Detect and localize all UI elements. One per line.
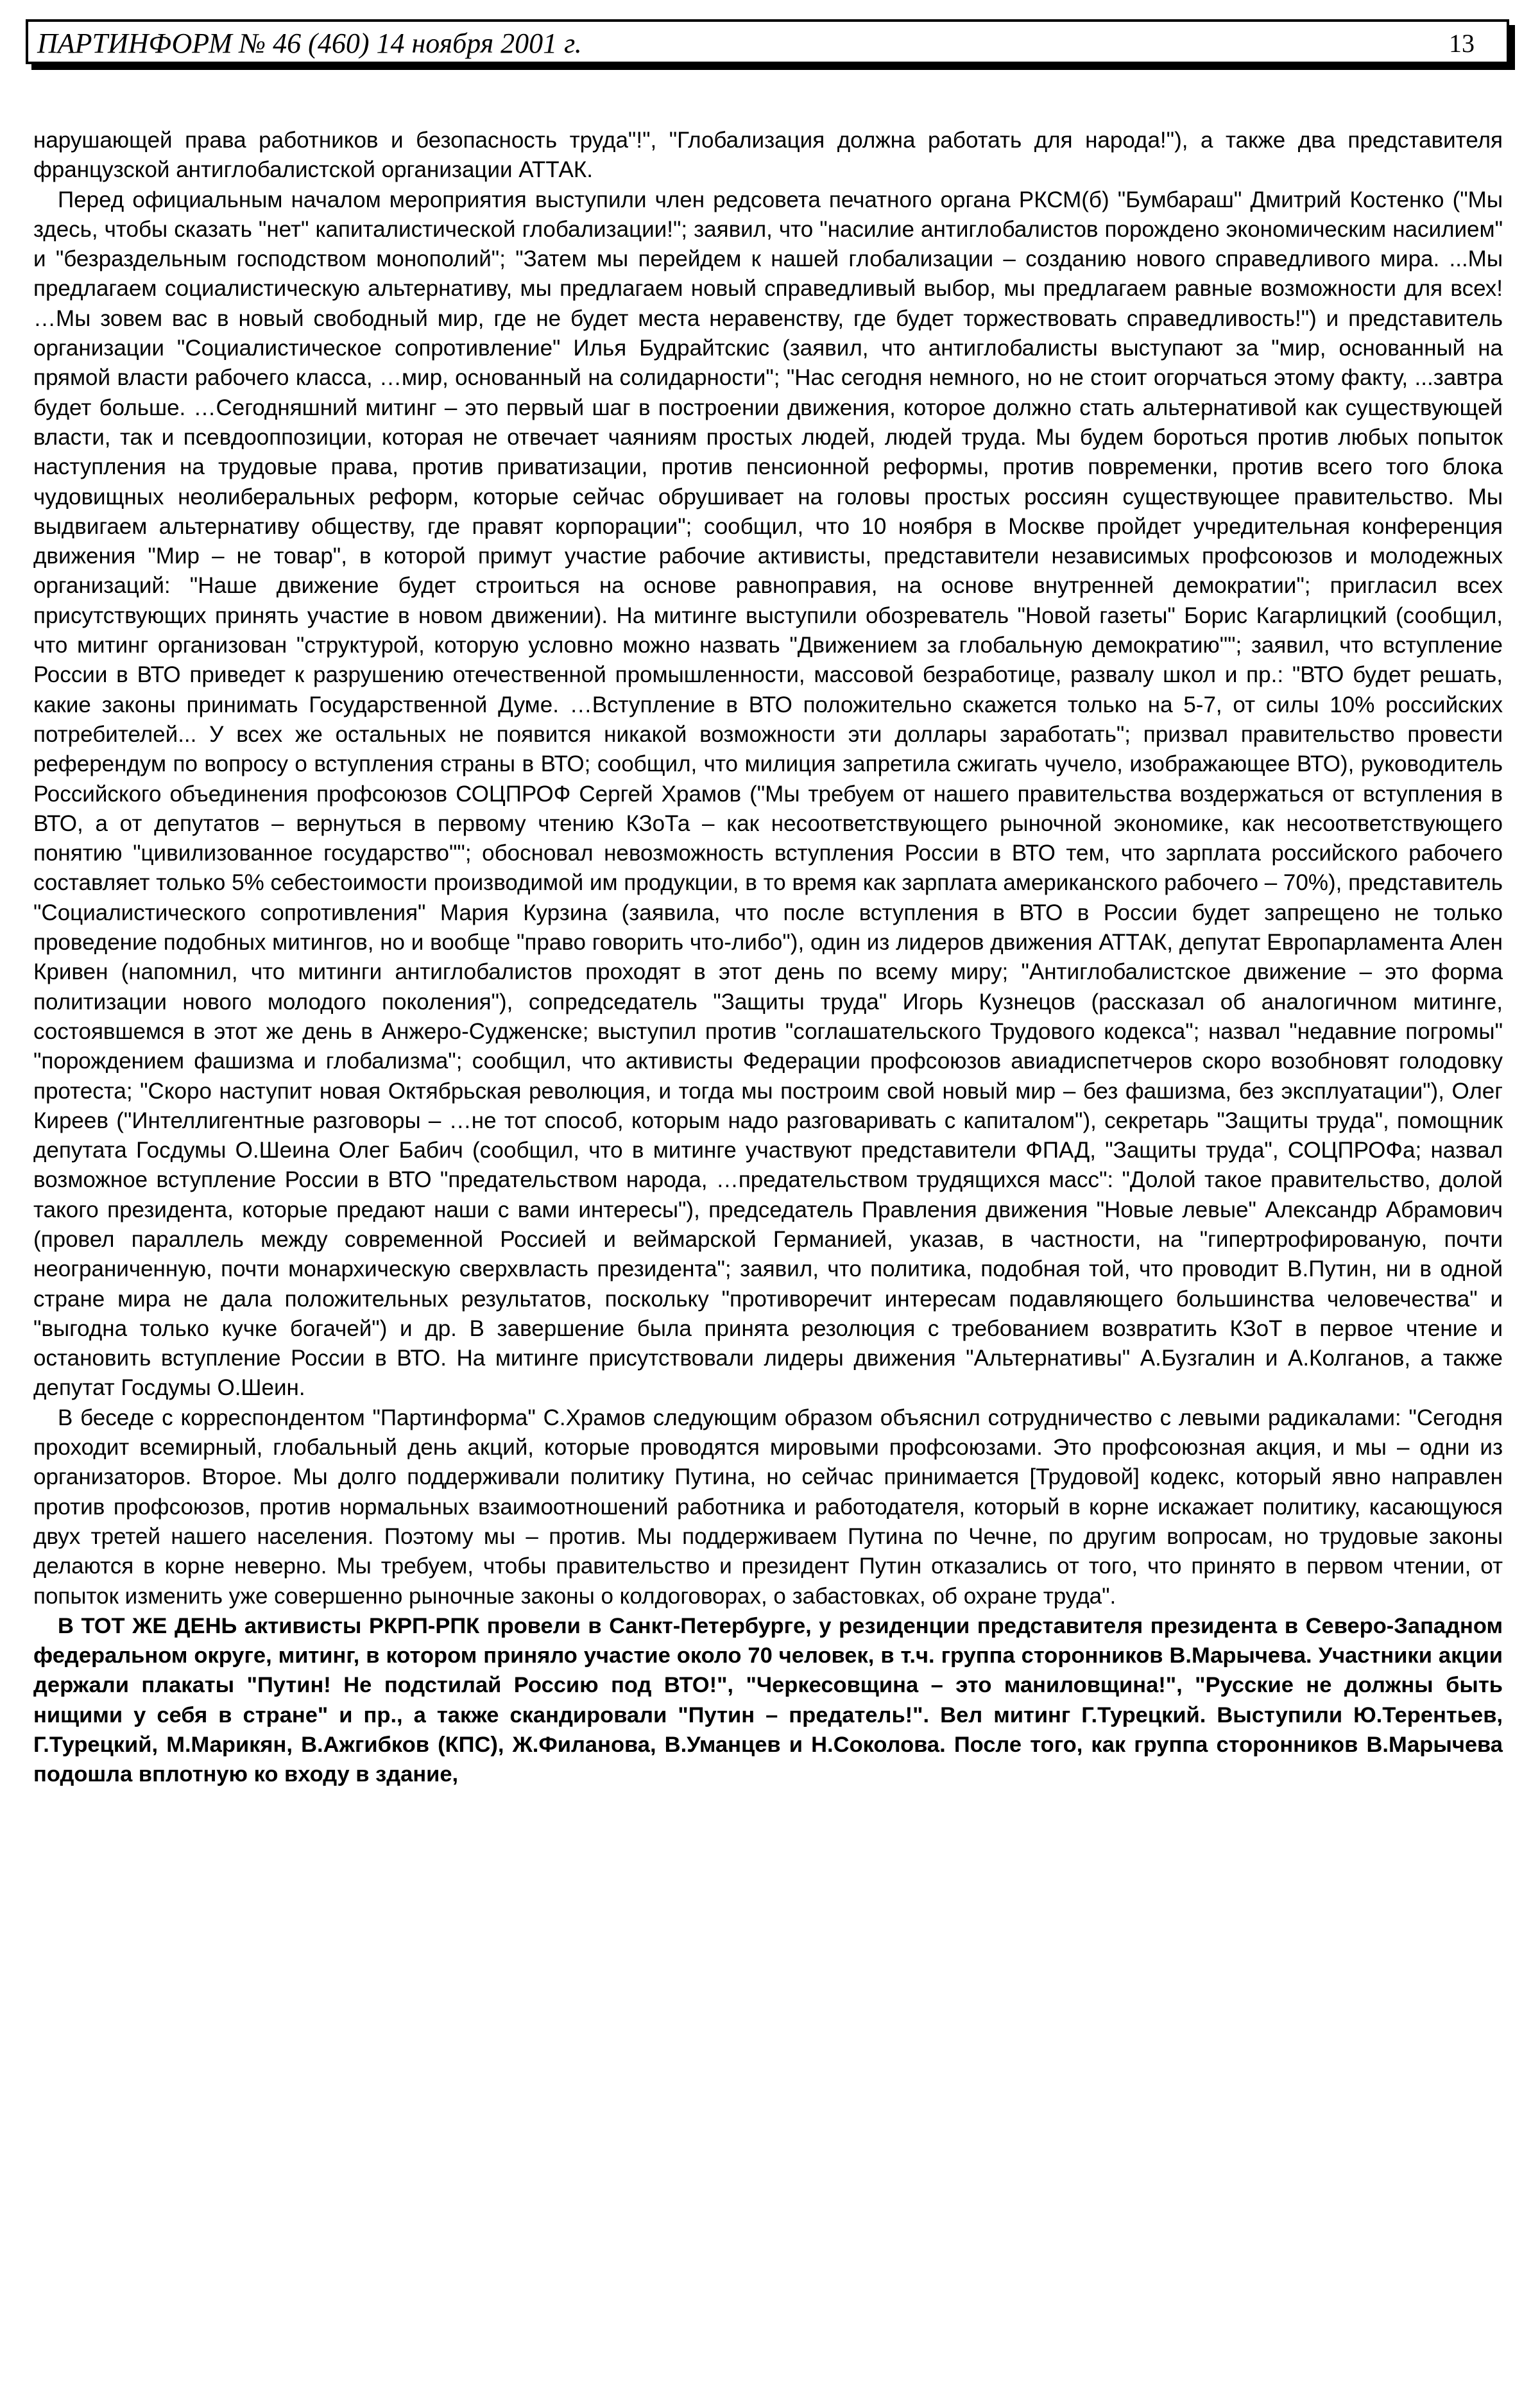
article-body xyxy=(33,126,1503,1790)
paragraph-continuation: нарушающей права работников и безопасность труда"!", "Глобализация должна работать для народа!"), а также два представителя французской антиглобалистской организации АТТАК. xyxy=(33,128,1503,183)
paragraph-rally-speakers: Перед официальным началом мероприятия выступили член редсовета печатного органа РКСМ(б) "Бумбараш" Дмитрий Костенко ("Мы здесь, чтобы сказать "нет" капиталистической глобализации!"; заявил, что "насилие антиглобалистов порождено экономическим насилием" и "безраздельным господством монополий"; "Затем мы перейдем к нашей глобализации – созданию нового справедливого мира. ...Мы предлагаем социалистическую альтернативу, мы предлагаем новый справедливый выбор, мы предлагаем равные возможности для всех! …Мы зовем вас в новый свободный мир, где не будет места неравенству, где будет торжествовать справедливость!") и представитель организации "Социалистическое сопротивление" Илья Будрайтскис (заявил, что антиглобалисты выступают за "мир, основанный на прямой власти рабочего класса, …мир, основанный на солидарности"; "Нас сегодня немного, но не стоит огорчаться этому факту, ...завтра будет больше. …Сегодняшний митинг – это первый шаг в построении движения, которое должно стать альтернативой как существующей власти, так и псевдооппозиции, которая не отвечает чаяниям простых людей, людей труда. Мы будем бороться против любых попыток наступления на трудовые права, против приватизации, против пенсионной реформы, против повременки, против всего того блока чудовищных неолиберальных реформ, которые сейчас обрушивает на головы простых россиян существующее правительство. Мы выдвигаем альтернативу обществу, где правят корпорации"; сообщил, что 10 ноября в Москве пройдет учредительная конференция движения "Мир – не товар", в которой примут участие рабочие активисты, представители независимых профсоюзов и молодежных организаций: "Наше движение будет строиться на основе равноправия, на основе внутренней демократии"; пригласил всех присутствующих принять участие в новом движении). На митинге выступили обозреватель "Новой газеты" Борис Кагарлицкий (сообщил, что митинг организован "структурой, которую условно можно назвать "Движением за глобальную демократию""; заявил, что вступление России в ВТО приведет к разрушению отечественной промышленности, массовой безработице, развалу школ и пр.: "ВТО будет решать, какие законы принимать Государственной Думе. …Вступление в ВТО положительно скажется только на 5-7, от силы 10% российских потребителей... У всех же остальных не появится никакой возможности эти доллары заработать"; призвал правительство провести референдум по вопросу о вступления страны в ВТО; сообщил, что милиция запретила сжигать чучело, изображающее ВТО), руководитель Российского объединения профсоюзов СОЦПРОФ Сергей Храмов ("Мы требуем от нашего правительства воздержаться от вступления в ВТО, а от депутатов – вернуться в первому чтению КЗоТа – как несоответствующего рыночной экономике, как несоответствующего понятию "цивилизованное государство""; обосновал невозможность вступления России в ВТО тем, что зарплата российского рабочего составляет только 5% себестоимости производимой им продукции, в то время как зарплата американского рабочего – 70%), представитель "Социалистического сопротивления" Мария Курзина (заявила, что после вступления в ВТО в России будет запрещено не только проведение подобных митингов, но и вообще "право говорить что-либо"), один из лидеров движения АТТАК, депутат Европарламента Ален Кривен (напомнил, что митинги антиглобалистов проходят в этот день по всему миру; "Антиглобалистское движение – это форма политизации нового молодого поколения"), сопредседатель "Защиты труда" Игорь Кузнецов (рассказал об аналогичном митинге, состоявшемся в этот же день в Анжеро-Судженске; выступил против "соглашательского Трудового кодекса"; назвал "недавние погромы" "порождением фашизма и глобализма"; сообщил, что активисты Федерации профсоюзов авиадиспетчеров скоро возобновят голодовку протеста; "Скоро наступит новая Октябрьская революция, и тогда мы построим свой новый мир – без фашизма, без эксплуатации"), Олег Киреев ("Интеллигентные разговоры – …не тот способ, которым надо разговаривать с капиталом"), секретарь "Защиты труда", помощник депутата Госдумы О.Шеина Олег Бабич (сообщил, что в митинге участвуют представители ФПАД, "Защиты труда", СОЦПРОФа; назвал возможное вступление России в ВТО "предательством народа, …предательством трудящихся масс": "Долой такое правительство, долой такого президента, которые предают наши с вами интересы"), председатель Правления движения "Новые левые" Александр Абрамович (провел параллель между современной Россией и веймарской Германией, указав, в частности, на "гипертрофированую, почти неограниченную, почти монархическую сверхвласть президента"; заявил, что политика, подобная той, что проводит В.Путин, ни в одной стране мира не дала положительных результатов, поскольку "противоречит интересам подавляющего большинства человечества" и "выгодна только кучке богачей") и др. В завершение была принята резолюция с требованием возвратить КЗоТ в первое чтение и остановить вступление России в ВТО. На митинге присутствовали лидеры движения "Альтернативы" А.Бузгалин и А.Колганов, а также депутат Госдумы О.Шеин. xyxy=(33,187,1503,1401)
page-header xyxy=(26,19,1509,64)
paragraph-khramov-interview: В беседе с корреспондентом "Партинформа" С.Храмов следующим образом объяснил сотрудничество с левыми радикалами: "Сегодня проходит всемирный, глобальный день акций, которые проводятся мировыми профсоюзами. Это профсоюзная акция, и мы – одни из организаторов. Второе. Мы долго поддерживали политику Путина, но сейчас принимается [Трудовой] кодекс, который явно направлен против профсоюзов, против нормальных взаимоотношений работника и работодателя, который в корне искажает политику, касающуюся двух третей нашего населения. Поэтому мы – против. Мы поддерживаем Путина по Чечне, по другим вопросам, но трудовые законы делаются в корне неверно. Мы требуем, чтобы правительство и президент Путин отказались от того, что принято в первом чтении, от попыток изменить уже совершенно рыночные законы о колдоговорах, о забастовках, об охране труда". xyxy=(33,1405,1503,1609)
page-number: 13 xyxy=(1449,29,1475,58)
paragraph-st-petersburg-rally: В ТОТ ЖЕ ДЕНЬ активисты РКРП-РПК провели в Санкт-Петербурге, у резиденции представителя президента в Северо-Западном федеральном округе, митинг, в котором приняло участие около 70 человек, в т.ч. группа сторонников В.Марычева. Участники акции держали плакаты "Путин! Не подстилай Россию под ВТО!", "Черкесовщина – это маниловщина!", "Русские не должны быть нищими у себя в стране" и пр., а также скандировали "Путин – предатель!". Вел митинг Г.Турецкий. Выступили Ю.Терентьев, Г.Турецкий, М.Марикян, В.Ажгибков (КПС), Ж.Филанова, В.Уманцев и Н.Соколова. После того, как группа сторонников В.Марычева подошла вплотную ко входу в здание, xyxy=(33,1613,1503,1787)
header-title: ПАРТИНФОРМ № 46 (460) 14 ноября 2001 г. xyxy=(37,28,582,59)
